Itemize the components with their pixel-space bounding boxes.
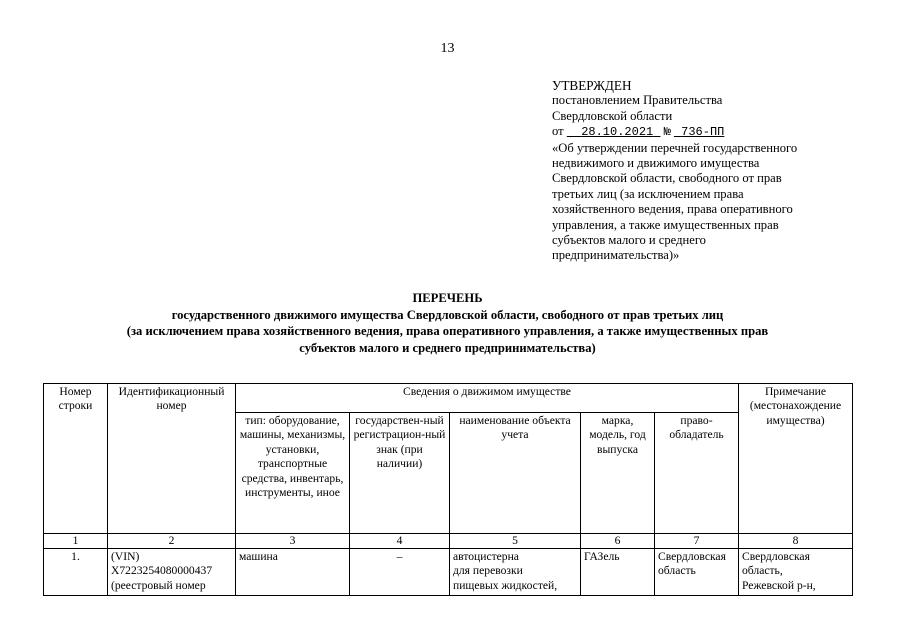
header-row-number: Номер строки (44, 384, 108, 534)
brand-cell: ГАЗель (581, 549, 655, 596)
approval-desc-line: субъектов малого и среднего (552, 233, 706, 248)
approval-desc-line: недвижимого и движимого имущества (552, 156, 760, 171)
column-number: 4 (350, 534, 450, 549)
name-cell (450, 549, 581, 596)
name-line: для перевозки (453, 564, 523, 578)
column-number: 1 (44, 534, 108, 549)
approval-date: 28.10.2021 (581, 125, 654, 140)
list-title-line-1: государственного движимого имущества Свердловской области, свободного от прав третьих лиц (171, 307, 724, 322)
column-number: 2 (108, 534, 236, 549)
note-line: область, (742, 564, 783, 578)
type-cell: машина (236, 549, 350, 596)
reg-sign-cell: – (350, 549, 450, 596)
property-table (43, 383, 853, 596)
note-cell (739, 549, 853, 596)
approval-desc-line: предпринимательства)» (552, 248, 680, 263)
approval-desc-line: управления, а также имущественных прав (552, 217, 779, 232)
id-line: (VIN) (111, 550, 140, 563)
header-note: Примечание (местонахождение имущества) (739, 384, 853, 534)
table-row (44, 549, 853, 596)
subheader-owner: право-обладатель (655, 413, 739, 534)
header-id-number: Идентификационный номер (108, 384, 236, 534)
approval-line-1: постановлением Правительства (552, 93, 723, 108)
number-sign: № (663, 125, 671, 140)
approval-title: УТВЕРЖДЕН (552, 78, 632, 93)
approval-desc-line: хозяйственного ведения, права оперативного (552, 202, 793, 217)
header-row (44, 384, 853, 413)
note-line: Режевской р-н, (742, 578, 816, 592)
header-property-info: Сведения о движимом имуществе (236, 384, 739, 413)
list-heading: ПЕРЕЧЕНЬ (412, 291, 483, 305)
approval-block (552, 78, 852, 264)
subheader-type: тип: оборудование, машины, механизмы, установки, транспортные средства, инвентарь, инструменты, иное (236, 413, 350, 534)
list-title (0, 290, 895, 356)
approval-line-2: Свердловской области (552, 108, 673, 123)
column-number-row (44, 534, 853, 549)
approval-desc-line: «Об утверждении перечней государственного (552, 140, 798, 155)
date-prefix: от (552, 124, 564, 139)
approval-desc-line: Свердловской области, свободного от прав (552, 171, 782, 186)
page-number: 13 (440, 41, 455, 56)
name-line: автоцистерна (453, 550, 519, 563)
column-number: 5 (450, 534, 581, 549)
column-number: 8 (739, 534, 853, 549)
owner-line: Свердловская (658, 550, 726, 563)
owner-line: область (658, 564, 696, 578)
id-line: (реестровый номер (111, 578, 206, 592)
list-title-line-2: (за исключением права хозяйственного ведения, права оперативного управления, а также имущественных прав (126, 324, 769, 338)
owner-cell (655, 549, 739, 596)
note-line: Свердловская (742, 550, 810, 563)
name-line: пищевых жидкостей, (453, 578, 558, 592)
vin-value: X7223254080000437 (111, 564, 213, 578)
subheader-brand: марка, модель, год выпуска (581, 413, 655, 534)
row-number-cell: 1. (44, 549, 108, 596)
column-number: 3 (236, 534, 350, 549)
subheader-name: наименование объекта учета (450, 413, 581, 534)
subheader-reg-sign: государствен-ный регистрацион-ный знак (при наличии) (350, 413, 450, 534)
id-number-cell (108, 549, 236, 596)
approval-date-line (552, 124, 852, 140)
approval-number: 736-ПП (681, 125, 725, 140)
column-number: 6 (581, 534, 655, 549)
column-number: 7 (655, 534, 739, 549)
list-title-line-3: субъектов малого и среднего предпринимательства) (299, 340, 596, 355)
approval-desc-line: третьих лиц (за исключением права (552, 186, 744, 201)
